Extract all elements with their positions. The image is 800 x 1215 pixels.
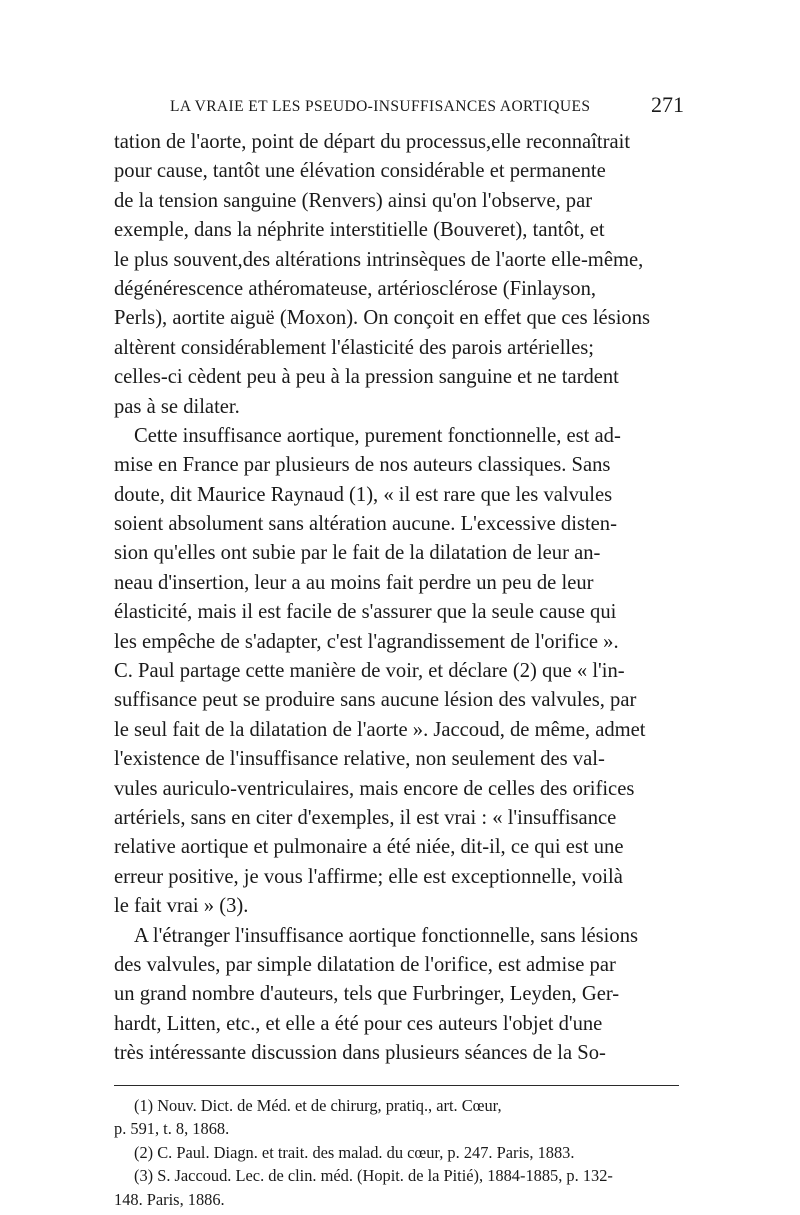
body-line: vules auriculo-ventriculaires, mais encore de celles des orifices xyxy=(114,777,635,800)
body-line: exemple, dans la néphrite interstitielle (Bouveret), tantôt, et xyxy=(114,219,605,242)
body-line: doute, dit Maurice Raynaud (1), « il est rare que les valvules xyxy=(114,483,613,506)
body-line: pas à se dilater. xyxy=(114,395,240,418)
body-line: hardt, Litten, etc., et elle a été pour ces auteurs l'objet d'une xyxy=(114,1012,603,1035)
body-line: élasticité, mais il est facile de s'assurer que la seule cause qui xyxy=(114,601,617,624)
body-line: neau d'insertion, leur a au moins fait perdre un peu de leur xyxy=(114,571,594,594)
footnote-divider xyxy=(114,1085,679,1086)
running-title: LA VRAIE ET LES PSEUDO-INSUFFISANCES AORTIQUES xyxy=(170,98,591,115)
body-line: dégénérescence athéromateuse, artériosclérose (Finlayson, xyxy=(114,277,597,300)
body-line: Cette insuffisance aortique, purement fonctionnelle, est ad- xyxy=(134,424,621,447)
book-page xyxy=(114,92,684,1211)
body-line: soient absolument sans altération aucune. L'excessive disten- xyxy=(114,513,617,536)
body-line: pour cause, tantôt une élévation considérable et permanente xyxy=(114,160,606,183)
footnote-line: (2) C. Paul. Diagn. et trait. des malad. du cœur, p. 247. Paris, 1883. xyxy=(134,1142,575,1162)
body-line: A l'étranger l'insuffisance aortique fonctionnelle, sans lésions xyxy=(134,924,639,947)
body-line: altèrent considérablement l'élasticité des parois artérielles; xyxy=(114,336,595,359)
body-line: sion qu'elles ont subie par le fait de la dilatation de leur an- xyxy=(114,542,601,565)
body-line: artériels, sans en citer d'exemples, il est vrai : « l'insuffisance xyxy=(114,806,617,829)
page-number: 271 xyxy=(651,92,684,117)
body-line: le seul fait de la dilatation de l'aorte ». Jaccoud, de même, admet xyxy=(114,718,646,741)
body-line: relative aortique et pulmonaire a été niée, dit-il, ce qui est une xyxy=(114,836,624,859)
body-line: C. Paul partage cette manière de voir, et déclare (2) que « l'in- xyxy=(114,660,625,683)
footnotes xyxy=(114,1094,684,1212)
body-line: suffisance peut se produire sans aucune lésion des valvules, par xyxy=(114,689,637,712)
footnote-line: p. 591, t. 8, 1868. xyxy=(114,1119,230,1138)
body-line: très intéressante discussion dans plusieurs séances de la So- xyxy=(114,1042,606,1065)
body-line: le plus souvent,des altérations intrinsèques de l'aorte elle-même, xyxy=(114,248,644,271)
footnote-line: 148. Paris, 1886. xyxy=(114,1189,225,1209)
body-line: un grand nombre d'auteurs, tels que Furbringer, Leyden, Ger- xyxy=(114,983,620,1006)
body-line: le fait vrai » (3). xyxy=(114,895,249,918)
body-line: de la tension sanguine (Renvers) ainsi qu'on l'observe, par xyxy=(114,189,593,212)
body-line: les empêche de s'adapter, c'est l'agrandissement de l'orifice ». xyxy=(114,630,619,653)
body-text xyxy=(114,128,684,1069)
body-line: l'existence de l'insuffisance relative, non seulement des val- xyxy=(114,748,605,771)
body-line: des valvules, par simple dilatation de l'orifice, est admise par xyxy=(114,953,616,976)
body-line: Perls), aortite aiguë (Moxon). On conçoit en effet que ces lésions xyxy=(114,307,651,330)
body-line: celles-ci cèdent peu à peu à la pression sanguine et ne tardent xyxy=(114,366,619,389)
footnote-line: (1) Nouv. Dict. de Méd. et de chirurg, pratiq., art. Cœur, xyxy=(134,1095,502,1115)
footnote-line: (3) S. Jaccoud. Lec. de clin. méd. (Hopit. de la Pitié), 1884-1885, p. 132- xyxy=(134,1166,613,1185)
running-head xyxy=(114,92,684,128)
body-line: tation de l'aorte, point de départ du processus,elle reconnaîtrait xyxy=(114,131,631,153)
body-line: erreur positive, je vous l'affirme; elle est exceptionnelle, voilà xyxy=(114,865,623,888)
body-line: mise en France par plusieurs de nos auteurs classiques. Sans xyxy=(114,454,611,477)
